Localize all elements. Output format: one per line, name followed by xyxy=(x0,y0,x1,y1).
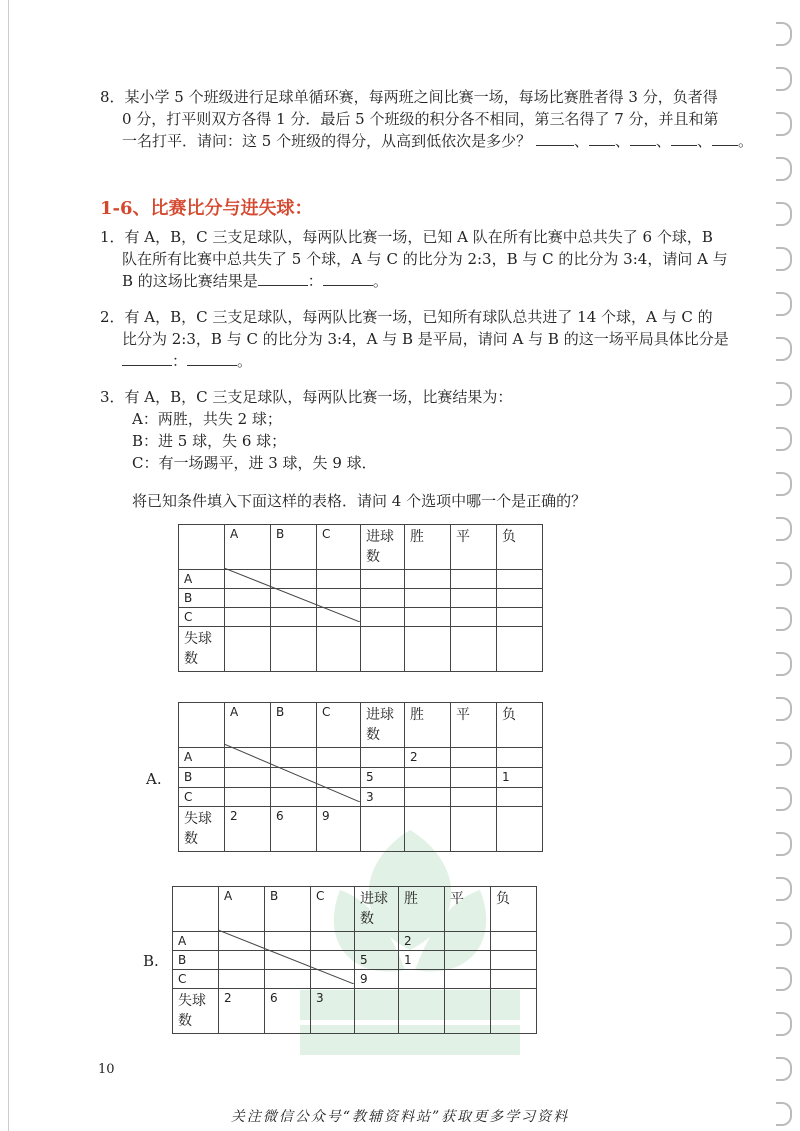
table-cell: 2 xyxy=(399,932,445,951)
table-cell xyxy=(405,788,451,807)
table-cell: 3 xyxy=(361,788,405,807)
table-cell xyxy=(405,768,451,788)
table-cell xyxy=(225,589,271,608)
q3-line1: 3．有 A，B，C 三支足球队，每两队比赛一场，比赛结果为： xyxy=(100,388,513,406)
page-number: 10 xyxy=(98,1062,115,1077)
table-cell xyxy=(225,570,271,589)
binding-ring xyxy=(776,337,792,361)
header-cell: B xyxy=(265,887,311,932)
q1-line3 xyxy=(122,270,388,292)
table-cell xyxy=(355,989,399,1034)
table-cell xyxy=(405,589,451,608)
header-cell: 进球数 xyxy=(355,887,399,932)
table-cell xyxy=(491,989,537,1034)
q8-line2: 0 分，打平则双方各得 1 分．最后 5 个班级的积分各不相同，第三名得了 7 分，并且和第 xyxy=(122,110,719,128)
header-cell: B xyxy=(271,525,317,570)
q1-line2: 队在所有比赛中总共失了 5 个球，A 与 C 的比分为 2:3，B 与 C 的比分为 3:4，请问 A 与 xyxy=(122,250,728,268)
table-cell xyxy=(405,807,451,852)
binding-ring xyxy=(776,787,792,811)
table-cell xyxy=(271,748,317,768)
sep: 、 xyxy=(696,132,712,150)
answer-blank[interactable] xyxy=(122,351,172,366)
q8-line3-text: 一名打平．请问：这 5 个班级的得分，从高到低依次是多少？ xyxy=(122,132,532,150)
table-cell xyxy=(225,768,271,788)
table-cell xyxy=(399,970,445,989)
table-cell xyxy=(451,570,497,589)
table-cell xyxy=(497,627,543,672)
binding-ring xyxy=(776,742,792,766)
table-cell xyxy=(445,989,491,1034)
binding-ring xyxy=(776,22,792,46)
binding-ring xyxy=(776,292,792,316)
q3-c: C：有一场踢平，进 3 球，失 9 球． xyxy=(132,454,377,472)
table-cell xyxy=(445,951,491,970)
score-table-tableB xyxy=(172,886,537,1034)
header-cell: 胜 xyxy=(405,525,451,570)
page-edge xyxy=(8,0,9,1131)
table-cell xyxy=(497,807,543,852)
binding-ring xyxy=(776,382,792,406)
q2-line1: 2．有 A，B，C 三支足球队，每两队比赛一场，已知所有球队总共进了 14 个球，A 与 C 的 xyxy=(100,308,713,326)
table-cell: 1 xyxy=(399,951,445,970)
table-cell xyxy=(265,951,311,970)
table-cell xyxy=(361,627,405,672)
header-cell: A xyxy=(219,887,265,932)
option-a-label: A. xyxy=(146,770,162,788)
table-cell xyxy=(497,570,543,589)
table-cell xyxy=(361,807,405,852)
corner-cell xyxy=(179,525,225,570)
binding-ring xyxy=(776,157,792,181)
table-cell: 2 xyxy=(219,989,265,1034)
corner-cell xyxy=(173,887,219,932)
binding-ring xyxy=(776,697,792,721)
binding-ring xyxy=(776,472,792,496)
binding-ring xyxy=(776,607,792,631)
q2-line2: 比分为 2:3，B 与 C 的比分为 3:4，A 与 B 是平局，请问 A 与 B 的这一场平局具体比分是 xyxy=(122,330,729,348)
table-cell: 2 xyxy=(225,807,271,852)
binding-ring xyxy=(776,652,792,676)
answer-blank[interactable] xyxy=(258,271,308,286)
header-cell: C xyxy=(317,703,361,748)
binding-ring xyxy=(776,427,792,451)
score-table-tableA xyxy=(178,702,543,852)
header-cell: 胜 xyxy=(405,703,451,748)
binding-ring xyxy=(776,1012,792,1036)
table-cell xyxy=(451,807,497,852)
q3-prompt: 将已知条件填入下面这样的表格．请问 4 个选项中哪一个是正确的？ xyxy=(132,492,587,510)
table-cell xyxy=(219,932,265,951)
table-cell xyxy=(491,932,537,951)
table-cell xyxy=(219,970,265,989)
sep: 、 xyxy=(573,132,589,150)
table-cell: 6 xyxy=(265,989,311,1034)
table-cell xyxy=(225,748,271,768)
table-cell xyxy=(355,932,399,951)
row-label: 失球数 xyxy=(179,807,225,852)
table-cell xyxy=(361,748,405,768)
table-cell xyxy=(311,970,355,989)
row-label: B xyxy=(173,951,219,970)
colon: ： xyxy=(172,352,188,370)
table-cell xyxy=(271,608,317,627)
table-cell xyxy=(317,570,361,589)
table-cell xyxy=(271,570,317,589)
binding-ring xyxy=(776,67,792,91)
table-cell xyxy=(399,989,445,1034)
q8-line1: 8．某小学 5 个班级进行足球单循环赛，每两班之间比赛一场，每场比赛胜者得 3 分，负者得 xyxy=(100,88,718,106)
answer-blank[interactable] xyxy=(323,271,373,286)
section-title: 1-6、比赛比分与进失球： xyxy=(100,198,313,219)
sep: 、 xyxy=(614,132,630,150)
table-cell xyxy=(271,768,317,788)
binding-ring xyxy=(776,517,792,541)
row-label: C xyxy=(173,970,219,989)
table-cell xyxy=(445,970,491,989)
row-label: A xyxy=(173,932,219,951)
table-cell xyxy=(497,608,543,627)
q3-b: B：进 5 球，失 6 球； xyxy=(132,432,287,450)
binding-ring xyxy=(776,562,792,586)
row-label: 失球数 xyxy=(173,989,219,1034)
header-cell: 平 xyxy=(451,525,497,570)
q1-line1: 1．有 A，B，C 三支足球队，每两队比赛一场，已知 A 队在所有比赛中总共失了 6 个球，B xyxy=(100,228,713,246)
table-cell: 2 xyxy=(405,748,451,768)
q8-line3 xyxy=(122,130,753,152)
sep: 、 xyxy=(655,132,671,150)
table-cell: 6 xyxy=(271,807,317,852)
table-cell xyxy=(317,608,361,627)
footer-note: 关注微信公众号“教辅资料站”获取更多学习资料 xyxy=(230,1109,570,1125)
table-cell xyxy=(405,608,451,627)
table-cell xyxy=(225,788,271,807)
table-cell: 1 xyxy=(497,768,543,788)
table-cell xyxy=(451,608,497,627)
q1-line3-text: B 的这场比赛结果是 xyxy=(122,272,258,290)
table-cell xyxy=(451,589,497,608)
header-cell: C xyxy=(311,887,355,932)
header-cell: 进球数 xyxy=(361,525,405,570)
table-cell: 3 xyxy=(311,989,355,1034)
table-cell xyxy=(445,932,491,951)
table-cell xyxy=(311,951,355,970)
row-label: C xyxy=(179,608,225,627)
header-cell: A xyxy=(225,525,271,570)
table-cell xyxy=(225,627,271,672)
table-cell: 9 xyxy=(355,970,399,989)
header-cell: A xyxy=(225,703,271,748)
binding-ring xyxy=(776,967,792,991)
binding-ring xyxy=(776,832,792,856)
header-cell: 负 xyxy=(491,887,537,932)
header-cell: 负 xyxy=(497,525,543,570)
header-cell: 平 xyxy=(451,703,497,748)
binding-ring xyxy=(776,922,792,946)
table-cell xyxy=(317,788,361,807)
table-cell: 9 xyxy=(317,807,361,852)
table-cell xyxy=(265,932,311,951)
q3-a: A：两胜，共失 2 球； xyxy=(132,410,282,428)
row-label: B xyxy=(179,589,225,608)
table-cell xyxy=(497,589,543,608)
row-label: A xyxy=(179,570,225,589)
answer-blank[interactable] xyxy=(712,131,738,146)
option-b-label: B. xyxy=(143,952,159,970)
row-label: 失球数 xyxy=(179,627,225,672)
period: 。 xyxy=(237,352,253,370)
answer-blank[interactable] xyxy=(630,131,656,146)
table-cell xyxy=(361,570,405,589)
table-cell xyxy=(317,627,361,672)
header-cell: 胜 xyxy=(399,887,445,932)
answer-blank[interactable] xyxy=(187,351,237,366)
header-cell: 负 xyxy=(497,703,543,748)
sep: 。 xyxy=(737,132,753,150)
table-cell xyxy=(361,608,405,627)
answer-blank[interactable] xyxy=(589,131,615,146)
binding-ring xyxy=(776,247,792,271)
table-cell xyxy=(265,970,311,989)
table-cell xyxy=(311,932,355,951)
table-cell xyxy=(271,589,317,608)
header-cell: C xyxy=(317,525,361,570)
corner-cell xyxy=(179,703,225,748)
colon: ： xyxy=(307,272,323,290)
table-cell xyxy=(317,589,361,608)
table-cell xyxy=(271,627,317,672)
row-label: C xyxy=(179,788,225,807)
q2-line3 xyxy=(122,350,252,372)
row-label: A xyxy=(179,748,225,768)
header-cell: 进球数 xyxy=(361,703,405,748)
table-cell xyxy=(317,768,361,788)
table-cell: 5 xyxy=(361,768,405,788)
table-cell xyxy=(361,589,405,608)
table-cell xyxy=(271,788,317,807)
binding-ring xyxy=(776,877,792,901)
table-cell: 5 xyxy=(355,951,399,970)
table-cell xyxy=(219,951,265,970)
answer-blank[interactable] xyxy=(536,131,574,146)
table-cell xyxy=(451,768,497,788)
header-cell: 平 xyxy=(445,887,491,932)
header-cell: B xyxy=(271,703,317,748)
table-cell xyxy=(491,951,537,970)
table-cell xyxy=(451,788,497,807)
table-cell xyxy=(405,570,451,589)
answer-blank[interactable] xyxy=(671,131,697,146)
table-cell xyxy=(405,627,451,672)
table-cell xyxy=(451,748,497,768)
period: 。 xyxy=(372,272,388,290)
binding-ring xyxy=(776,112,792,136)
table-cell xyxy=(497,748,543,768)
score-table-table0 xyxy=(178,524,543,672)
table-cell xyxy=(491,970,537,989)
binding-ring xyxy=(776,1057,792,1081)
table-cell xyxy=(225,608,271,627)
row-label: B xyxy=(179,768,225,788)
table-cell xyxy=(497,788,543,807)
binding-ring xyxy=(776,202,792,226)
table-cell xyxy=(317,748,361,768)
table-cell xyxy=(451,627,497,672)
